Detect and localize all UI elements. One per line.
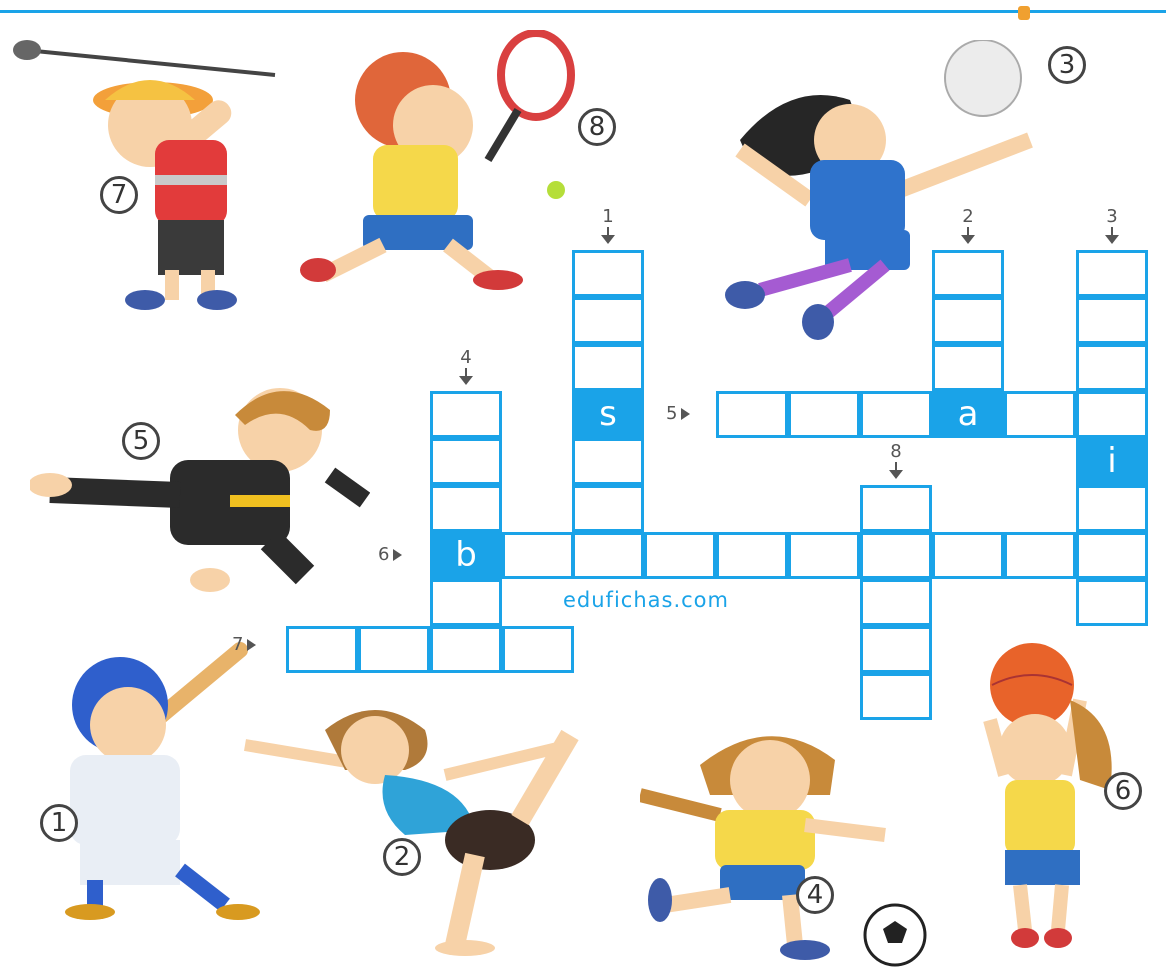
picture-number-baseball: 1	[40, 804, 78, 842]
arrow-down-icon	[459, 376, 473, 385]
down-clue-3	[1097, 206, 1127, 244]
down-clue-1-label: 1	[602, 206, 614, 227]
down-clue-1	[593, 206, 623, 244]
grid-cell[interactable]	[1076, 391, 1148, 438]
down-clue-2-label: 2	[962, 206, 974, 227]
grid-cell-given-letter: s	[572, 391, 644, 438]
arrow-right-icon	[393, 549, 402, 561]
grid-cell[interactable]	[430, 579, 502, 626]
across-clue-7	[232, 634, 256, 655]
picture-number-volleyball: 3	[1048, 46, 1086, 84]
grid-cell[interactable]	[716, 532, 788, 579]
grid-cell[interactable]	[932, 297, 1004, 344]
picture-number-tennis: 8	[578, 108, 616, 146]
grid-cell[interactable]	[1076, 485, 1148, 532]
grid-cell[interactable]	[860, 579, 932, 626]
grid-cell[interactable]	[932, 250, 1004, 297]
grid-cell[interactable]	[572, 485, 644, 532]
down-clue-4-label: 4	[460, 347, 472, 368]
grid-cell[interactable]	[860, 532, 932, 579]
grid-cell[interactable]	[788, 532, 860, 579]
arrow-right-icon	[247, 639, 256, 651]
grid-cell[interactable]	[572, 438, 644, 485]
arrow-right-icon	[681, 408, 690, 420]
down-clue-3-label: 3	[1106, 206, 1118, 227]
across-clue-5	[666, 403, 690, 424]
grid-cell[interactable]	[716, 391, 788, 438]
across-clue-6	[378, 544, 402, 565]
down-clue-8	[881, 441, 911, 479]
grid-cell[interactable]	[1076, 250, 1148, 297]
grid-cell[interactable]	[1076, 344, 1148, 391]
grid-cell[interactable]	[860, 673, 932, 720]
picture-number-basketball: 6	[1104, 772, 1142, 810]
grid-cell[interactable]	[860, 626, 932, 673]
watermark-text: edufichas.com	[563, 588, 729, 612]
karate-player-icon	[30, 375, 370, 600]
picture-number-karate: 5	[122, 422, 160, 460]
down-clue-8-label: 8	[890, 441, 902, 462]
top-marker	[1018, 6, 1030, 20]
picture-number-gymnastics: 2	[383, 838, 421, 876]
grid-cell-given-letter: i	[1076, 438, 1148, 485]
arrow-down-icon	[889, 470, 903, 479]
baseball-player-icon	[10, 630, 260, 920]
grid-cell[interactable]	[502, 532, 574, 579]
soccer-player-icon	[640, 715, 950, 970]
across-clue-5-label: 5	[666, 403, 678, 424]
grid-cell[interactable]	[1076, 532, 1148, 579]
grid-cell[interactable]	[932, 532, 1004, 579]
volleyball-player-icon	[700, 40, 1060, 350]
picture-number-golf: 7	[100, 176, 138, 214]
grid-cell[interactable]	[430, 626, 502, 673]
golf-player-icon	[5, 30, 295, 320]
grid-cell[interactable]	[572, 250, 644, 297]
grid-cell[interactable]	[1004, 532, 1076, 579]
down-clue-2	[953, 206, 983, 244]
down-clue-4	[451, 347, 481, 385]
arrow-down-icon	[1105, 235, 1119, 244]
arrow-down-icon	[601, 235, 615, 244]
grid-cell[interactable]	[932, 344, 1004, 391]
grid-cell[interactable]	[1004, 391, 1076, 438]
picture-number-soccer: 4	[796, 876, 834, 914]
grid-cell[interactable]	[358, 626, 430, 673]
tennis-player-icon	[298, 30, 588, 300]
grid-cell[interactable]	[430, 391, 502, 438]
grid-cell[interactable]	[860, 391, 932, 438]
grid-cell[interactable]	[788, 391, 860, 438]
grid-cell[interactable]	[860, 485, 932, 532]
grid-cell-given-letter: b	[430, 532, 502, 579]
grid-cell[interactable]	[1076, 297, 1148, 344]
grid-cell[interactable]	[502, 626, 574, 673]
grid-cell[interactable]	[572, 344, 644, 391]
arrow-down-icon	[961, 235, 975, 244]
grid-cell[interactable]	[572, 297, 644, 344]
grid-cell[interactable]	[644, 532, 716, 579]
grid-cell[interactable]	[430, 438, 502, 485]
grid-cell-given-letter: a	[932, 391, 1004, 438]
grid-cell[interactable]	[1076, 579, 1148, 626]
across-clue-7-label: 7	[232, 634, 244, 655]
across-clue-6-label: 6	[378, 544, 390, 565]
gymnast-icon	[235, 700, 595, 960]
grid-cell[interactable]	[572, 532, 644, 579]
top-border-line	[0, 10, 1166, 13]
grid-cell[interactable]	[430, 485, 502, 532]
grid-cell[interactable]	[286, 626, 358, 673]
